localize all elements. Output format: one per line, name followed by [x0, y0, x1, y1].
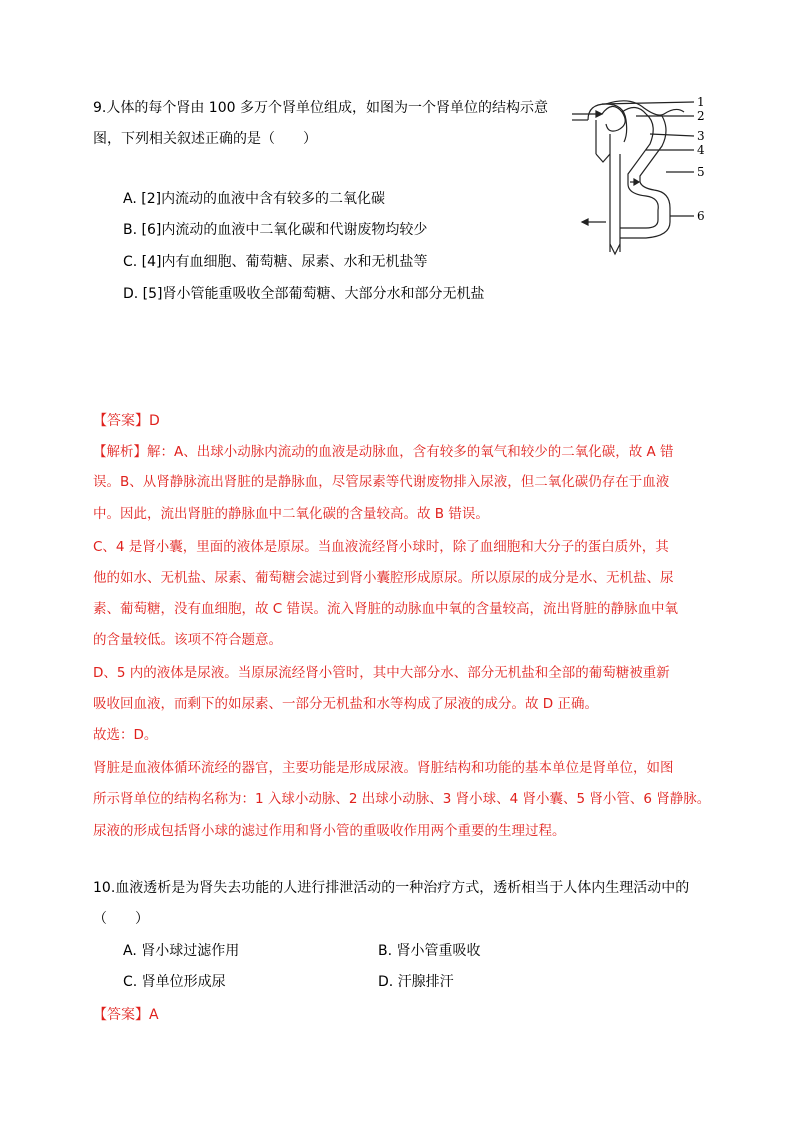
analysis-line: 的含量较低。该项不符合题意。: [93, 632, 282, 648]
diagram-label-5: 5: [697, 165, 705, 179]
q9-option-c: C. [4]内有血细胞、葡萄糖、尿素、水和无机盐等: [123, 254, 428, 270]
q10-option-d: D. 汗腺排汗: [378, 974, 454, 990]
analysis-line: 尿液的形成包括肾小球的滤过作用和肾小管的重吸收作用两个重要的生理过程。: [93, 823, 566, 839]
diagram-label-3: 3: [697, 129, 705, 143]
nephron-diagram: [566, 94, 716, 266]
q9-answer: [93, 410, 160, 430]
q9-option-d: D. [5]肾小管能重吸收全部葡萄糖、大部分水和部分无机盐: [123, 286, 485, 302]
q10-stem-line2: （ ）: [93, 911, 149, 927]
q10-option-a: A. 肾小球过滤作用: [123, 943, 240, 959]
q9-stem-line2: 图，下列相关叙述正确的是（ ）: [93, 131, 317, 147]
q10-option-c: C. 肾单位形成尿: [123, 974, 226, 990]
analysis-line: 肾脏是血液体循环流经的器官，主要功能是形成尿液。肾脏结构和功能的基本单位是肾单位，如图: [93, 760, 674, 776]
q9-answer-label: 【答案】: [93, 413, 149, 429]
analysis-line: 吸收回血液，而剩下的如尿素、一部分无机盐和水等构成了尿液的成分。故 D 正确。: [93, 696, 598, 712]
analysis-line: 故选：D。: [93, 727, 158, 743]
nephron-diagram-svg: [566, 94, 716, 266]
q10-answer-label: 【答案】: [93, 1007, 149, 1023]
diagram-label-6: 6: [697, 209, 705, 223]
q9-option-b: B. [6]内流动的血液中二氧化碳和代谢废物均较少: [123, 222, 428, 238]
analysis-line: 【解析】解：A、出球小动脉内流动的血液是动脉血，含有较多的氧气和较少的二氧化碳，故 A 错: [93, 444, 674, 460]
analysis-line: 误。B、从肾静脉流出肾脏的是静脉血，尽管尿素等代谢废物排入尿液，但二氧化碳仍存在于血液: [93, 474, 670, 490]
q10-answer-value: A: [149, 1007, 159, 1023]
q9-stem-line1: 9.人体的每个肾由 100 多万个肾单位组成，如图为一个肾单位的结构示意: [93, 100, 548, 116]
diagram-label-4: 4: [697, 143, 705, 157]
analysis-line: D、5 内的液体是尿液。当原尿流经肾小管时，其中大部分水、部分无机盐和全部的葡萄糖被重新: [93, 665, 670, 681]
analysis-line: 所示肾单位的结构名称为：1 入球小动脉、2 出球小动脉、3 肾小球、4 肾小囊、5 肾小管、6 肾静脉。: [93, 791, 711, 807]
analysis-line: C、4 是肾小囊，里面的液体是原尿。当血液流经肾小球时，除了血细胞和大分子的蛋白质外，其: [93, 539, 669, 555]
diagram-label-1: 1: [697, 95, 705, 109]
analysis-line: 他的如水、无机盐、尿素、葡萄糖会滤过到肾小囊腔形成原尿。所以原尿的成分是水、无机盐、尿: [93, 570, 674, 586]
q9-option-a: A. [2]内流动的血液中含有较多的二氧化碳: [123, 191, 386, 207]
q10-stem-line1: 10.血液透析是为肾失去功能的人进行排泄活动的一种治疗方式，透析相当于人体内生理活动中的: [93, 880, 690, 896]
q10-option-b: B. 肾小管重吸收: [378, 943, 481, 959]
analysis-line: 中。因此，流出肾脏的静脉血中二氧化碳的含量较高。故 B 错误。: [93, 506, 489, 522]
analysis-line: 素、葡萄糖，没有血细胞，故 C 错误。流入肾脏的动脉血中氧的含量较高，流出肾脏的静脉血中氧: [93, 601, 679, 617]
diagram-label-2: 2: [697, 109, 705, 123]
q9-answer-value: D: [149, 413, 160, 429]
q10-answer: [93, 1004, 159, 1024]
